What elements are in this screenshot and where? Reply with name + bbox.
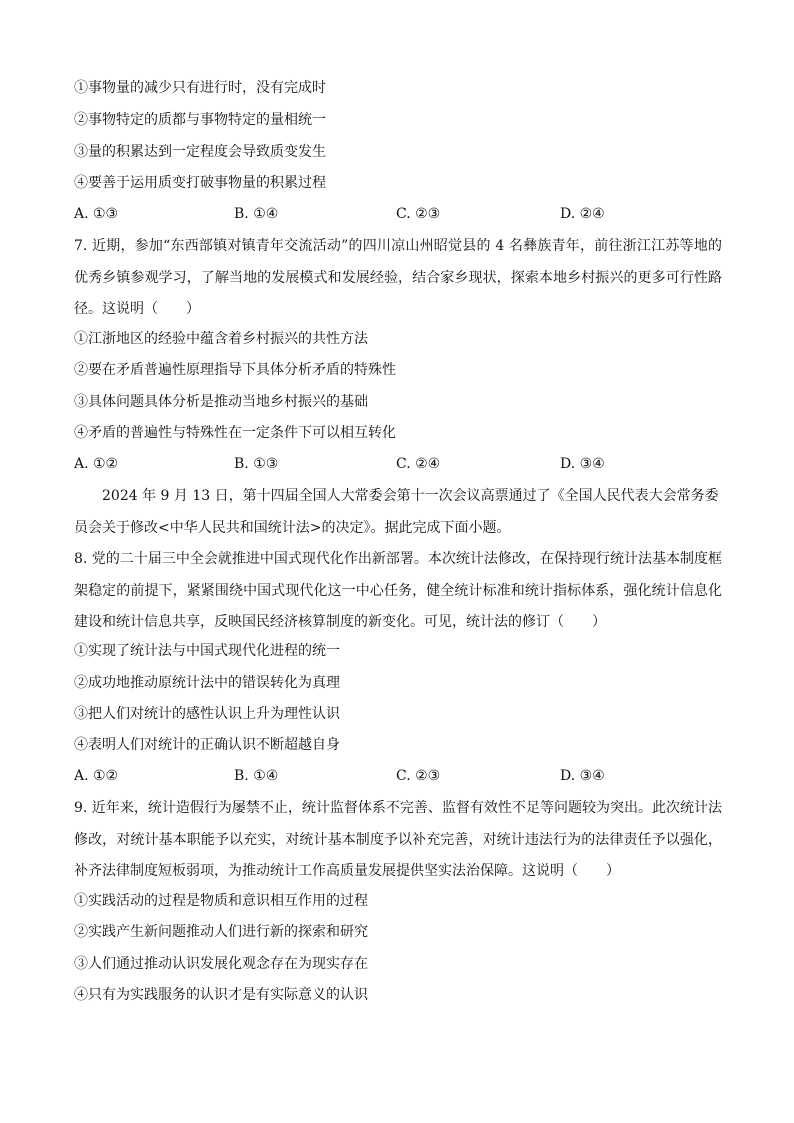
q9-item-1: ①实践活动的过程是物质和意识相互作用的过程 [74,893,368,909]
q8-item-3: ③把人们对统计的感性认识上升为理性认识 [74,706,340,722]
q7-option-d: D. ③④ [560,456,605,472]
q9-item-3: ③人们通过推动认识发展化观念存在为现实存在 [74,956,368,972]
q7-option-c: C. ②④ [396,456,441,472]
q6-item-2: ②事物特定的质都与事物特定的量相统一 [74,112,326,128]
q7-item-1: ①江浙地区的经验中蕴含着乡村振兴的共性方法 [74,331,368,347]
q7-option-b: B. ①③ [234,456,279,472]
q6-option-c: C. ②③ [396,206,441,222]
q8-option-b: B. ①④ [234,768,279,784]
q8-option-c: C. ②③ [396,768,441,784]
q7-item-3: ③具体问题具体分析是推动当地乡村振兴的基础 [74,394,368,410]
q8-stem: 8. 党的二十届三中全会就推进中国式现代化作出新部署。本次统计法修改，在保持现行统计法基本制度框架稳定的前提下，紧紧围绕中国式现代化这一中心任务，健全统计标准和统计指标体系，强化统计信息化建设和统计信息共享，反映国民经济核算制度的新变化。可见，统计法的修订（ ） [74,551,722,630]
q6-item-3: ③量的积累达到一定程度会导致质变发生 [74,144,326,160]
q9-item-2: ②实践产生新问题推动人们进行新的探索和研究 [74,924,368,940]
q7-option-a: A. ①② [74,456,119,472]
material-intro: 2024 年 9 月 13 日，第十四届全国人大常委会第十一次会议高票通过了《全国人民代表大会常务委员会关于修改<中华人民共和国统计法>的决定》。据此完成下面小题。 [74,488,719,536]
q6-options [74,204,714,224]
q8-option-a: A. ①② [74,768,119,784]
q6-option-d: D. ②④ [560,206,605,222]
q9-stem: 9. 近年来，统计造假行为屡禁不止，统计监督体系不完善、监督有效性不足等问题较为突出。此次统计法修改，对统计基本职能予以充实，对统计基本制度予以补充完善，对统计违法行为的法律责任予以强化，补齐法律制度短板弱项，为推动统计工作高质量发展提供坚实法治保障。这说明（ ） [74,800,722,879]
q7-item-2: ②要在矛盾普遍性原理指导下具体分析矛盾的特殊性 [74,362,396,378]
q8-item-2: ②成功地推动原统计法中的错误转化为真理 [74,675,340,691]
q7-options [74,454,714,474]
q8-options [74,766,714,786]
q8-item-4: ④表明人们对统计的正确认识不断超越自身 [74,737,340,753]
q6-option-a: A. ①③ [74,206,119,222]
q7-item-4: ④矛盾的普遍性与特殊性在一定条件下可以相互转化 [74,425,396,441]
q8-option-d: D. ③④ [560,768,605,784]
q9-item-4: ④只有为实践服务的认识才是有实际意义的认识 [74,987,368,1003]
q6-item-1: ①事物量的减少只有进行时，没有完成时 [74,80,326,96]
q8-item-1: ①实现了统计法与中国式现代化进程的统一 [74,643,340,659]
q6-option-b: B. ①④ [234,206,279,222]
q6-item-4: ④要善于运用质变打破事物量的积累过程 [74,175,326,191]
q7-stem: 7. 近期，参加“东西部镇对镇青年交流活动”的四川凉山州昭觉县的 4 名彝族青年，前往浙江江苏等地的优秀乡镇参观学习，了解当地的发展模式和发展经验，结合家乡现状，探索本地乡村振兴的更多可行性路径。这说明（ ） [74,238,722,317]
